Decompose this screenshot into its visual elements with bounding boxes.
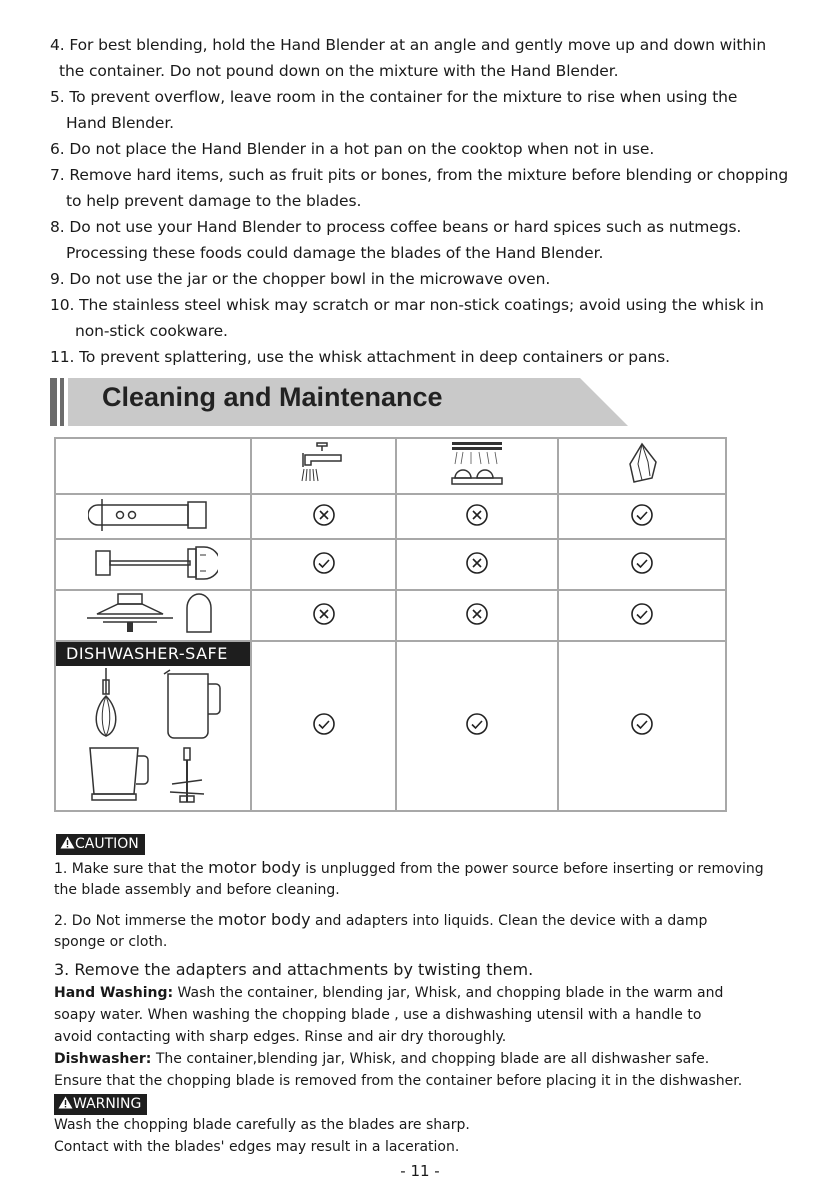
mark-cell [558,494,726,539]
check-circle-icon [311,550,337,576]
instruction-line: 10. The stainless steel whisk may scratch or mar non-stick coatings; avoid using the whisk in [50,296,764,314]
cross-circle-icon [464,601,490,627]
header-bar [60,378,64,426]
cross-circle-icon [311,502,337,528]
instruction-line: the container. Do not pound down on the mixture with the Hand Blender. [59,62,619,80]
check-circle-icon [629,502,655,528]
header-bar [50,378,57,426]
faucet-icon [251,438,396,494]
warning-line: Wash the chopping blade carefully as the blades are sharp. [54,1117,470,1133]
hand-washing-line: Hand Washing: Wash the container, blending jar, Whisk, and chopping blade in the warm and [54,985,724,1001]
dishwasher-line: Ensure that the chopping blade is removed from the container before placing it in the dishwasher. [54,1073,743,1089]
mark-cell [396,590,558,641]
caution-item-3: 3. Remove the adapters and attachments by twisting them. [54,960,534,979]
dishwasher-safe-group-icon [56,666,246,806]
mark-cell [396,494,558,539]
blender-shaft-icon [55,539,251,590]
instruction-line: Hand Blender. [66,114,174,132]
cross-circle-icon [311,601,337,627]
hand-washing-line: avoid contacting with sharp edges. Rinse and air dry thoroughly. [54,1029,507,1045]
mark-cell [251,590,396,641]
instruction-line: 7. Remove hard items, such as fruit pits or bones, from the mixture before blending or chopping [50,166,789,184]
mark-cell [558,539,726,590]
caution-item-1: 1. Make sure that the motor body is unplugged from the power source before inserting or removing [54,858,764,877]
dishwasher-icon [396,438,558,494]
dishwasher-safe-label: DISHWASHER-SAFE [56,642,250,666]
check-circle-icon [629,550,655,576]
instruction-line: 6. Do not place the Hand Blender in a hot pan on the cooktop when not in use. [50,140,655,158]
warning-line: Contact with the blades' edges may result in a laceration. [54,1139,460,1155]
caution-label: CAUTION [75,836,139,852]
cross-circle-icon [464,502,490,528]
mark-cell [396,641,558,811]
instruction-line: 8. Do not use your Hand Blender to process coffee beans or hard spices such as nutmegs. [50,218,742,236]
dishwasher-safe-cell [55,641,251,811]
page-number: - 11 - [400,1162,440,1180]
instruction-line: 4. For best blending, hold the Hand Blender at an angle and gently move up and down within [50,36,767,54]
instruction-line: 9. Do not use the jar or the chopper bowl in the microwave oven. [50,270,551,288]
instruction-line: to help prevent damage to the blades. [66,192,362,210]
cleaning-table [54,437,727,812]
table-corner [55,438,251,494]
check-circle-icon [629,711,655,737]
instruction-line: non-stick cookware. [75,322,228,340]
cross-circle-icon [464,550,490,576]
warning-triangle-icon [58,1096,73,1109]
mark-cell [558,590,726,641]
motor-body-icon [55,494,251,539]
hand-washing-line: soapy water. When washing the chopping blade , use a dishwashing utensil with a handle to [54,1007,702,1023]
mark-cell [396,539,558,590]
mark-cell [251,494,396,539]
warning-badge [54,1094,147,1115]
mark-cell [251,641,396,811]
dishwasher-line: Dishwasher: The container,blending jar, Whisk, and chopping blade are all dishwasher safe. [54,1051,710,1067]
instruction-line: Processing these foods could damage the blades of the Hand Blender. [66,244,604,262]
section-title: Cleaning and Maintenance [102,382,443,412]
check-circle-icon [464,711,490,737]
section-header [50,378,630,426]
check-circle-icon [629,601,655,627]
instruction-line: 5. To prevent overflow, leave room in the container for the mixture to rise when using the [50,88,738,106]
caution-item-2: 2. Do Not immerse the motor body and adapters into liquids. Clean the device with a damp [54,910,708,929]
chopper-lid-and-blade-cap-icon [55,590,251,641]
mark-cell [558,641,726,811]
instruction-line: 11. To prevent splattering, use the whisk attachment in deep containers or pans. [50,348,670,366]
warning-label: WARNING [73,1096,142,1112]
caution-item-1-cont: the blade assembly and before cleaning. [54,882,340,898]
check-circle-icon [311,711,337,737]
cloth-icon [558,438,726,494]
caution-item-2-cont: sponge or cloth. [54,934,168,950]
caution-badge [56,834,145,855]
mark-cell [251,539,396,590]
warning-triangle-icon [60,836,75,849]
